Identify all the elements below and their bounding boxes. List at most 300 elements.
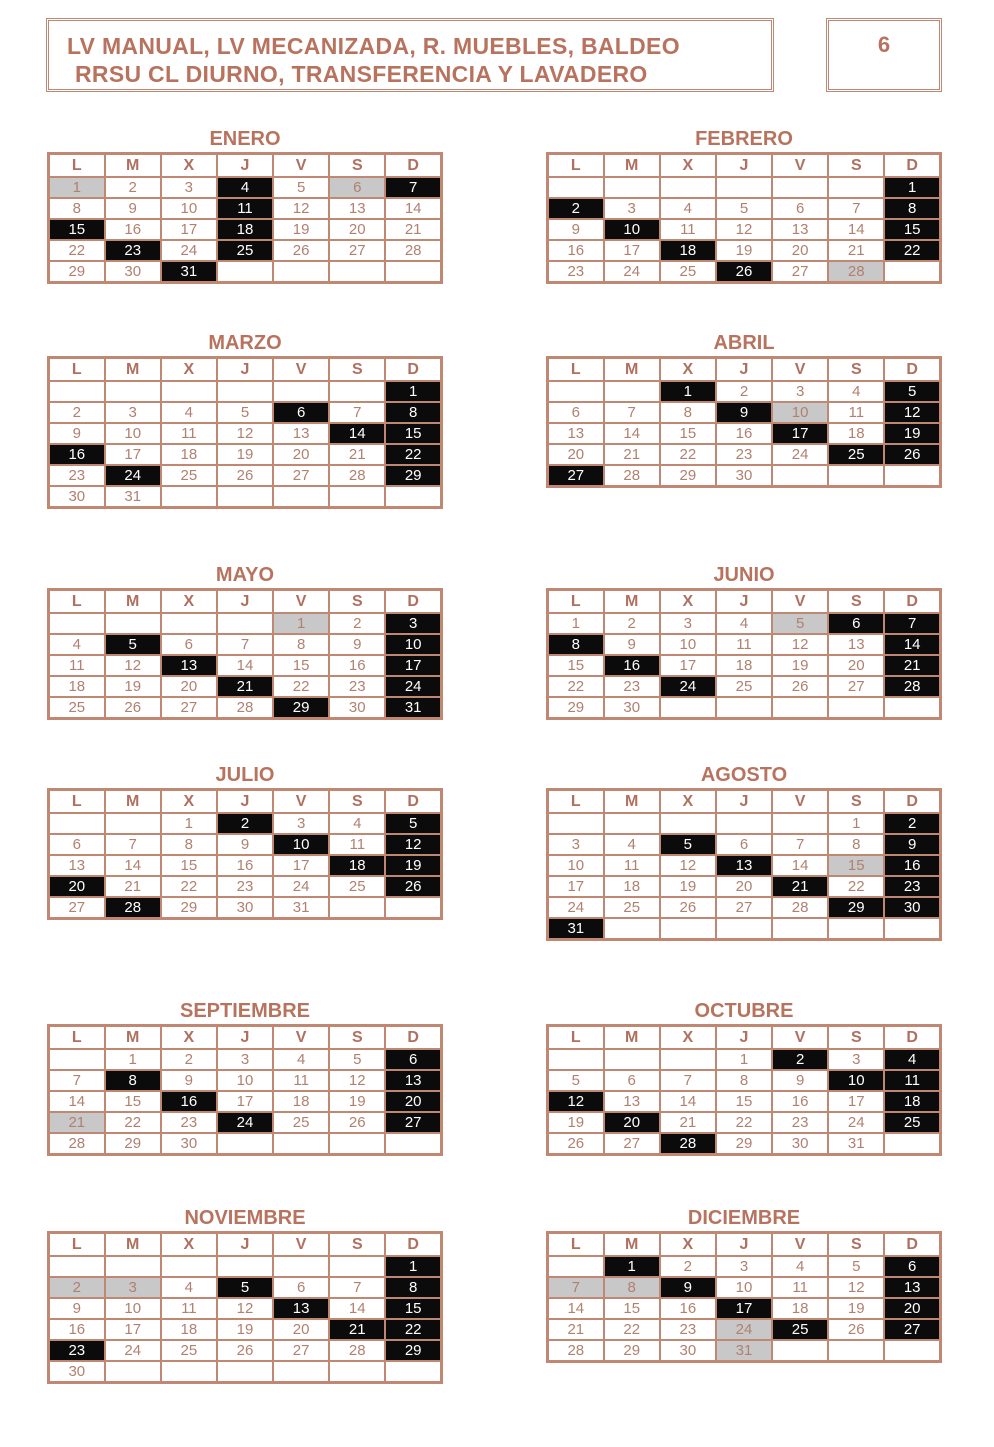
day-cell: 11 <box>716 634 772 655</box>
weekday-header: X <box>161 358 217 382</box>
day-cell: 20 <box>161 676 217 697</box>
day-cell: 25 <box>49 697 105 719</box>
day-cell: 12 <box>217 1298 273 1319</box>
weekday-header: J <box>716 790 772 814</box>
weekday-header-row <box>49 790 442 814</box>
week-row <box>548 261 941 283</box>
day-cell: 23 <box>161 1112 217 1133</box>
day-cell: 29 <box>828 897 884 918</box>
day-cell: 6 <box>828 613 884 634</box>
day-cell: 10 <box>772 402 828 423</box>
day-cell: 14 <box>385 198 441 219</box>
day-cell: 10 <box>217 1070 273 1091</box>
week-row <box>49 219 442 240</box>
weekday-header: J <box>217 790 273 814</box>
month-abril <box>546 330 942 488</box>
day-cell: 15 <box>884 219 940 240</box>
day-cell: 26 <box>772 676 828 697</box>
weekday-header: D <box>884 1026 940 1050</box>
day-cell: 31 <box>105 486 161 508</box>
weekday-header: L <box>49 358 105 382</box>
day-cell: 9 <box>329 634 385 655</box>
day-cell: 6 <box>273 1277 329 1298</box>
day-cell: 3 <box>385 613 441 634</box>
empty-cell <box>161 486 217 508</box>
day-cell: 28 <box>49 1133 105 1155</box>
day-cell: 19 <box>273 219 329 240</box>
day-cell: 5 <box>828 1256 884 1277</box>
day-cell: 27 <box>772 261 828 283</box>
day-cell: 29 <box>660 465 716 487</box>
day-cell: 20 <box>49 876 105 897</box>
day-cell: 21 <box>329 1319 385 1340</box>
day-cell: 2 <box>161 1049 217 1070</box>
month-table <box>47 356 443 509</box>
day-cell: 20 <box>273 444 329 465</box>
weekday-header-row <box>548 1233 941 1257</box>
empty-cell <box>884 261 940 283</box>
day-cell: 13 <box>716 855 772 876</box>
day-cell: 25 <box>828 444 884 465</box>
day-cell: 11 <box>884 1070 940 1091</box>
day-cell: 6 <box>161 634 217 655</box>
day-cell: 25 <box>273 1112 329 1133</box>
day-cell: 2 <box>217 813 273 834</box>
day-cell: 15 <box>105 1091 161 1112</box>
day-cell: 2 <box>49 1277 105 1298</box>
weekday-header: S <box>329 590 385 614</box>
day-cell: 6 <box>884 1256 940 1277</box>
day-cell: 14 <box>772 855 828 876</box>
weekday-header: M <box>604 358 660 382</box>
month-febrero <box>546 126 942 284</box>
weekday-header: V <box>273 358 329 382</box>
weekday-header: M <box>604 1026 660 1050</box>
week-row <box>49 444 442 465</box>
weekday-header-row <box>49 358 442 382</box>
day-cell: 4 <box>49 634 105 655</box>
day-cell: 6 <box>604 1070 660 1091</box>
day-cell: 18 <box>329 855 385 876</box>
day-cell: 27 <box>385 1112 441 1133</box>
day-cell: 23 <box>105 240 161 261</box>
day-cell: 25 <box>772 1319 828 1340</box>
day-cell: 17 <box>604 240 660 261</box>
day-cell: 25 <box>604 897 660 918</box>
day-cell: 25 <box>329 876 385 897</box>
week-row <box>548 855 941 876</box>
day-cell: 22 <box>548 676 604 697</box>
day-cell: 18 <box>884 1091 940 1112</box>
day-cell: 16 <box>884 855 940 876</box>
day-cell: 6 <box>49 834 105 855</box>
empty-cell <box>884 1340 940 1362</box>
week-row <box>49 613 442 634</box>
day-cell: 4 <box>329 813 385 834</box>
weekday-header: X <box>660 590 716 614</box>
empty-cell <box>604 918 660 940</box>
day-cell: 16 <box>161 1091 217 1112</box>
day-cell: 19 <box>217 1319 273 1340</box>
day-cell: 7 <box>329 1277 385 1298</box>
empty-cell <box>105 1256 161 1277</box>
day-cell: 22 <box>385 1319 441 1340</box>
empty-cell <box>884 697 940 719</box>
day-cell: 10 <box>385 634 441 655</box>
day-cell: 27 <box>49 897 105 919</box>
empty-cell <box>49 1049 105 1070</box>
empty-cell <box>884 918 940 940</box>
day-cell: 12 <box>828 1277 884 1298</box>
day-cell: 2 <box>604 613 660 634</box>
weekday-header: L <box>49 1026 105 1050</box>
day-cell: 28 <box>385 240 441 261</box>
weekday-header: X <box>161 1026 217 1050</box>
day-cell: 6 <box>772 198 828 219</box>
day-cell: 2 <box>105 177 161 198</box>
day-cell: 12 <box>772 634 828 655</box>
weekday-header: V <box>772 790 828 814</box>
weekday-header: M <box>105 590 161 614</box>
day-cell: 9 <box>716 402 772 423</box>
month-table <box>47 588 443 720</box>
week-row <box>49 240 442 261</box>
day-cell: 28 <box>772 897 828 918</box>
empty-cell <box>49 1256 105 1277</box>
title-line-2: RRSU CL DIURNO, TRANSFERENCIA Y LAVADERO <box>75 61 648 87</box>
weekday-header: L <box>49 590 105 614</box>
day-cell: 20 <box>385 1091 441 1112</box>
day-cell: 28 <box>828 261 884 283</box>
day-cell: 31 <box>828 1133 884 1155</box>
day-cell: 8 <box>385 1277 441 1298</box>
day-cell: 10 <box>716 1277 772 1298</box>
day-cell: 5 <box>660 834 716 855</box>
month-name: SEPTIEMBRE <box>179 1000 311 1022</box>
day-cell: 24 <box>604 261 660 283</box>
week-row <box>548 177 941 198</box>
week-row <box>49 897 442 919</box>
day-cell: 23 <box>772 1112 828 1133</box>
weekday-header: X <box>161 790 217 814</box>
day-cell: 15 <box>548 655 604 676</box>
day-cell: 7 <box>329 402 385 423</box>
empty-cell <box>273 1256 329 1277</box>
day-cell: 24 <box>217 1112 273 1133</box>
weekday-header: V <box>273 154 329 178</box>
day-cell: 5 <box>329 1049 385 1070</box>
empty-cell <box>660 918 716 940</box>
day-cell: 30 <box>217 897 273 919</box>
week-row <box>548 676 941 697</box>
week-row <box>49 834 442 855</box>
empty-cell <box>716 813 772 834</box>
day-cell: 1 <box>385 381 441 402</box>
day-cell: 17 <box>217 1091 273 1112</box>
day-cell: 4 <box>604 834 660 855</box>
week-row <box>548 697 941 719</box>
day-cell: 23 <box>716 444 772 465</box>
day-cell: 7 <box>660 1070 716 1091</box>
day-cell: 1 <box>273 613 329 634</box>
day-cell: 10 <box>828 1070 884 1091</box>
day-cell: 19 <box>329 1091 385 1112</box>
day-cell: 30 <box>772 1133 828 1155</box>
weekday-header: D <box>884 358 940 382</box>
empty-cell <box>772 697 828 719</box>
day-cell: 3 <box>161 177 217 198</box>
day-cell: 27 <box>161 697 217 719</box>
day-cell: 5 <box>385 813 441 834</box>
empty-cell <box>548 177 604 198</box>
day-cell: 23 <box>660 1319 716 1340</box>
day-cell: 10 <box>161 198 217 219</box>
day-cell: 16 <box>604 655 660 676</box>
weekday-header: L <box>49 154 105 178</box>
weekday-header: D <box>385 1233 441 1257</box>
day-cell: 5 <box>548 1070 604 1091</box>
day-cell: 3 <box>660 613 716 634</box>
day-cell: 16 <box>548 240 604 261</box>
empty-cell <box>329 897 385 919</box>
day-cell: 1 <box>716 1049 772 1070</box>
empty-cell <box>548 381 604 402</box>
day-cell: 12 <box>884 402 940 423</box>
day-cell: 8 <box>273 634 329 655</box>
day-cell: 12 <box>329 1070 385 1091</box>
week-row <box>548 240 941 261</box>
day-cell: 28 <box>604 465 660 487</box>
day-cell: 17 <box>548 876 604 897</box>
day-cell: 21 <box>385 219 441 240</box>
day-cell: 13 <box>329 198 385 219</box>
day-cell: 21 <box>660 1112 716 1133</box>
empty-cell <box>660 697 716 719</box>
day-cell: 4 <box>772 1256 828 1277</box>
weekday-header: S <box>828 1026 884 1050</box>
day-cell: 16 <box>49 1319 105 1340</box>
day-cell: 20 <box>329 219 385 240</box>
day-cell: 19 <box>385 855 441 876</box>
empty-cell <box>217 486 273 508</box>
day-cell: 25 <box>161 465 217 486</box>
weekday-header: L <box>548 154 604 178</box>
day-cell: 16 <box>660 1298 716 1319</box>
day-cell: 22 <box>385 444 441 465</box>
weekday-header: X <box>161 1233 217 1257</box>
day-cell: 7 <box>217 634 273 655</box>
day-cell: 14 <box>49 1091 105 1112</box>
day-cell: 8 <box>161 834 217 855</box>
weekday-header-row <box>548 154 941 178</box>
day-cell: 9 <box>772 1070 828 1091</box>
day-cell: 29 <box>716 1133 772 1155</box>
empty-cell <box>217 1133 273 1155</box>
empty-cell <box>716 697 772 719</box>
month-julio <box>47 762 443 920</box>
month-table <box>546 588 942 720</box>
week-row <box>548 1319 941 1340</box>
week-row <box>49 402 442 423</box>
day-cell: 7 <box>772 834 828 855</box>
page-number-box <box>826 18 942 92</box>
day-cell: 30 <box>105 261 161 283</box>
day-cell: 14 <box>329 1298 385 1319</box>
week-row <box>548 444 941 465</box>
day-cell: 17 <box>828 1091 884 1112</box>
week-row <box>49 697 442 719</box>
month-marzo <box>47 330 443 509</box>
weekday-header: X <box>660 154 716 178</box>
day-cell: 22 <box>273 676 329 697</box>
empty-cell <box>161 381 217 402</box>
week-row <box>49 876 442 897</box>
day-cell: 9 <box>884 834 940 855</box>
day-cell: 13 <box>828 634 884 655</box>
weekday-header: J <box>217 590 273 614</box>
day-cell: 1 <box>660 381 716 402</box>
day-cell: 9 <box>105 198 161 219</box>
empty-cell <box>828 918 884 940</box>
empty-cell <box>105 813 161 834</box>
week-row <box>548 402 941 423</box>
day-cell: 26 <box>329 1112 385 1133</box>
month-agosto <box>546 762 942 941</box>
day-cell: 29 <box>604 1340 660 1362</box>
month-table <box>546 356 942 488</box>
day-cell: 23 <box>49 465 105 486</box>
day-cell: 31 <box>273 897 329 919</box>
day-cell: 27 <box>604 1133 660 1155</box>
weekday-header-row <box>49 1026 442 1050</box>
week-row <box>548 1298 941 1319</box>
empty-cell <box>217 261 273 283</box>
page-number: 6 <box>877 32 891 57</box>
weekday-header: X <box>660 1026 716 1050</box>
day-cell: 31 <box>385 697 441 719</box>
weekday-header: V <box>273 790 329 814</box>
weekday-header: M <box>604 154 660 178</box>
week-row <box>548 876 941 897</box>
month-name: DICIEMBRE <box>687 1207 801 1229</box>
week-row <box>49 1049 442 1070</box>
weekday-header: J <box>217 358 273 382</box>
day-cell: 23 <box>49 1340 105 1361</box>
day-cell: 21 <box>329 444 385 465</box>
day-cell: 5 <box>105 634 161 655</box>
day-cell: 4 <box>161 402 217 423</box>
empty-cell <box>772 465 828 487</box>
day-cell: 9 <box>49 423 105 444</box>
day-cell: 1 <box>385 1256 441 1277</box>
day-cell: 18 <box>161 444 217 465</box>
day-cell: 13 <box>884 1277 940 1298</box>
day-cell: 30 <box>329 697 385 719</box>
week-row <box>49 381 442 402</box>
day-cell: 4 <box>217 177 273 198</box>
day-cell: 2 <box>772 1049 828 1070</box>
day-cell: 4 <box>828 381 884 402</box>
day-cell: 15 <box>604 1298 660 1319</box>
weekday-header: L <box>548 1026 604 1050</box>
day-cell: 15 <box>385 423 441 444</box>
month-table <box>546 788 942 941</box>
day-cell: 17 <box>772 423 828 444</box>
weekday-header: M <box>604 590 660 614</box>
month-table <box>47 1231 443 1384</box>
day-cell: 18 <box>161 1319 217 1340</box>
weekday-header: J <box>716 1233 772 1257</box>
day-cell: 7 <box>105 834 161 855</box>
month-table <box>546 152 942 284</box>
empty-cell <box>161 1361 217 1383</box>
day-cell: 13 <box>604 1091 660 1112</box>
empty-cell <box>828 465 884 487</box>
day-cell: 13 <box>161 655 217 676</box>
weekday-header: V <box>273 1026 329 1050</box>
empty-cell <box>660 813 716 834</box>
day-cell: 12 <box>385 834 441 855</box>
day-cell: 29 <box>548 697 604 719</box>
empty-cell <box>385 897 441 919</box>
day-cell: 23 <box>329 676 385 697</box>
day-cell: 2 <box>548 198 604 219</box>
day-cell: 20 <box>828 655 884 676</box>
day-cell: 30 <box>49 486 105 508</box>
day-cell: 20 <box>273 1319 329 1340</box>
day-cell: 9 <box>548 219 604 240</box>
month-junio <box>546 562 942 720</box>
day-cell: 19 <box>884 423 940 444</box>
month-septiembre <box>47 998 443 1156</box>
weekday-header: D <box>385 1026 441 1050</box>
day-cell: 18 <box>828 423 884 444</box>
day-cell: 17 <box>161 219 217 240</box>
day-cell: 20 <box>716 876 772 897</box>
day-cell: 18 <box>660 240 716 261</box>
day-cell: 12 <box>105 655 161 676</box>
day-cell: 27 <box>884 1319 940 1340</box>
day-cell: 14 <box>329 423 385 444</box>
weekday-header: V <box>772 154 828 178</box>
empty-cell <box>828 1340 884 1362</box>
empty-cell <box>772 177 828 198</box>
empty-cell <box>329 381 385 402</box>
day-cell: 16 <box>217 855 273 876</box>
day-cell: 6 <box>548 402 604 423</box>
day-cell: 12 <box>548 1091 604 1112</box>
empty-cell <box>161 1256 217 1277</box>
day-cell: 17 <box>716 1298 772 1319</box>
empty-cell <box>273 486 329 508</box>
day-cell: 11 <box>49 655 105 676</box>
day-cell: 23 <box>548 261 604 283</box>
day-cell: 26 <box>716 261 772 283</box>
week-row <box>49 261 442 283</box>
day-cell: 11 <box>161 1298 217 1319</box>
week-row <box>49 1070 442 1091</box>
weekday-header: X <box>660 1233 716 1257</box>
day-cell: 22 <box>161 876 217 897</box>
day-cell: 2 <box>716 381 772 402</box>
empty-cell <box>329 486 385 508</box>
day-cell: 25 <box>716 676 772 697</box>
weekday-header: L <box>548 1233 604 1257</box>
day-cell: 24 <box>772 444 828 465</box>
day-cell: 10 <box>105 423 161 444</box>
day-cell: 20 <box>884 1298 940 1319</box>
day-cell: 21 <box>828 240 884 261</box>
